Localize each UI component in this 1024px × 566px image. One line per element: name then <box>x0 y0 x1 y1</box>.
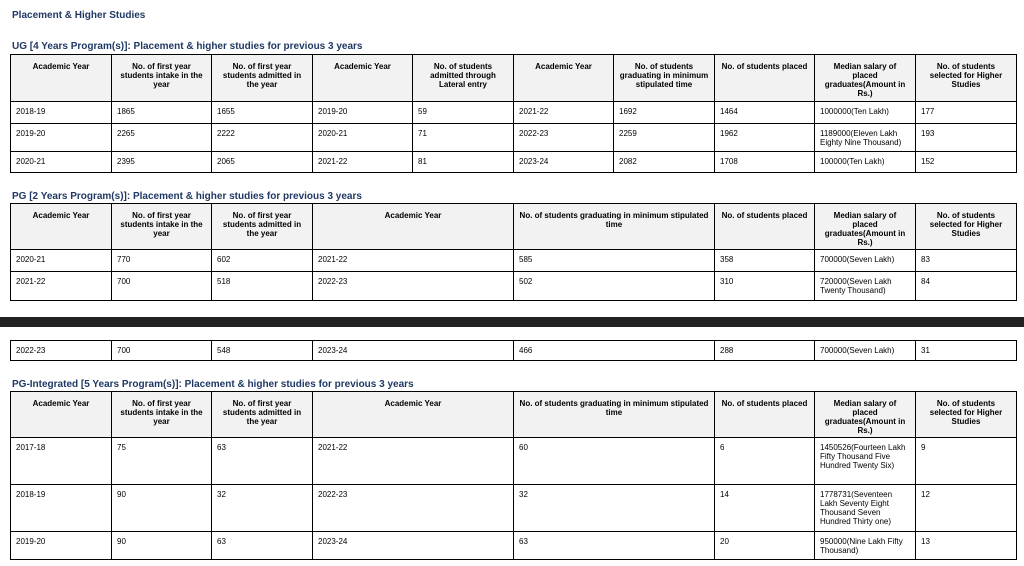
table-cell: 1865 <box>112 102 212 124</box>
table-header: No. of students placed <box>715 392 815 438</box>
table-cell: 2017-18 <box>11 438 112 485</box>
table-header: Median salary of placed graduates(Amount in Rs.) <box>815 55 916 102</box>
table-cell: 2018-19 <box>11 485 112 532</box>
table-cell: 700000(Seven Lakh) <box>815 250 916 272</box>
table-cell: 2082 <box>614 152 715 173</box>
pg-table-continued <box>10 340 1017 361</box>
table-cell: 1778731(Seventeen Lakh Seventy Eight Thousand Seven Hundred Thirty one) <box>815 485 916 532</box>
table-cell: 700000(Seven Lakh) <box>815 341 916 361</box>
table-cell: 310 <box>715 272 815 301</box>
table-cell: 81 <box>413 152 514 173</box>
table-cell: 2021-22 <box>313 250 514 272</box>
table-row <box>11 102 1017 124</box>
table-cell: 1655 <box>212 102 313 124</box>
table-cell: 12 <box>916 485 1017 532</box>
table-header: No. of first year students admitted in the year <box>212 204 313 250</box>
ug-section-title: UG [4 Years Program(s)]: Placement & higher studies for previous 3 years <box>12 41 363 52</box>
table-cell: 75 <box>112 438 212 485</box>
table-cell: 31 <box>916 341 1017 361</box>
table-cell: 32 <box>514 485 715 532</box>
table-cell: 59 <box>413 102 514 124</box>
table-cell: 2023-24 <box>313 341 514 361</box>
table-cell: 63 <box>212 438 313 485</box>
table-cell: 6 <box>715 438 815 485</box>
table-cell: 466 <box>514 341 715 361</box>
table-header: No. of students selected for Higher Studies <box>916 55 1017 102</box>
table-row <box>11 532 1017 560</box>
table-cell: 2019-20 <box>11 124 112 152</box>
table-row <box>11 124 1017 152</box>
table-cell: 2018-19 <box>11 102 112 124</box>
table-cell: 2222 <box>212 124 313 152</box>
table-cell: 100000(Ten Lakh) <box>815 152 916 173</box>
table-cell: 63 <box>212 532 313 560</box>
table-cell: 2395 <box>112 152 212 173</box>
table-cell: 2065 <box>212 152 313 173</box>
table-cell: 13 <box>916 532 1017 560</box>
table-cell: 2020-21 <box>313 124 413 152</box>
table-header: No. of students graduating in minimum stipulated time <box>614 55 715 102</box>
pg-integrated-section-title: PG-Integrated [5 Years Program(s)]: Placement & higher studies for previous 3 years <box>12 379 414 390</box>
table-cell: 1000000(Ten Lakh) <box>815 102 916 124</box>
table-header: Academic Year <box>11 392 112 438</box>
table-cell: 2259 <box>614 124 715 152</box>
table-cell: 700 <box>112 272 212 301</box>
table-cell: 84 <box>916 272 1017 301</box>
table-cell: 2019-20 <box>313 102 413 124</box>
table-header: No. of students placed <box>715 55 815 102</box>
table-row <box>11 485 1017 532</box>
table-cell: 2020-21 <box>11 250 112 272</box>
table-cell: 90 <box>112 532 212 560</box>
table-cell: 1450526(Fourteen Lakh Fifty Thousand Five Hundred Twenty Six) <box>815 438 916 485</box>
table-header: No. of first year students admitted in the year <box>212 392 313 438</box>
table-cell: 585 <box>514 250 715 272</box>
table-cell: 2021-22 <box>11 272 112 301</box>
ug-table <box>10 54 1017 173</box>
table-cell: 2022-23 <box>11 341 112 361</box>
table-row <box>11 152 1017 173</box>
pg-section-title: PG [2 Years Program(s)]: Placement & higher studies for previous 3 years <box>12 191 362 202</box>
table-header: No. of students graduating in minimum stipulated time <box>514 392 715 438</box>
table-header: Academic Year <box>313 55 413 102</box>
table-cell: 1464 <box>715 102 815 124</box>
table-cell: 358 <box>715 250 815 272</box>
table-cell: 83 <box>916 250 1017 272</box>
table-cell: 288 <box>715 341 815 361</box>
table-header: No. of students selected for Higher Studies <box>916 392 1017 438</box>
table-header: Academic Year <box>11 55 112 102</box>
table-header: No. of first year students intake in the year <box>112 204 212 250</box>
table-row <box>11 250 1017 272</box>
table-header: Median salary of placed graduates(Amount in Rs.) <box>815 204 916 250</box>
table-header: No. of students placed <box>715 204 815 250</box>
pg-integrated-table <box>10 391 1017 560</box>
table-cell: 2020-21 <box>11 152 112 173</box>
table-cell: 60 <box>514 438 715 485</box>
table-cell: 502 <box>514 272 715 301</box>
table-cell: 90 <box>112 485 212 532</box>
table-header: No. of students selected for Higher Studies <box>916 204 1017 250</box>
table-row <box>11 341 1017 361</box>
table-row <box>11 438 1017 485</box>
table-cell: 1708 <box>715 152 815 173</box>
table-cell: 2021-22 <box>313 438 514 485</box>
table-cell: 770 <box>112 250 212 272</box>
table-cell: 720000(Seven Lakh Twenty Thousand) <box>815 272 916 301</box>
table-header: No. of students admitted through Lateral entry <box>413 55 514 102</box>
table-cell: 177 <box>916 102 1017 124</box>
table-header: No. of first year students admitted in the year <box>212 55 313 102</box>
table-cell: 2019-20 <box>11 532 112 560</box>
table-cell: 193 <box>916 124 1017 152</box>
page-title: Placement & Higher Studies <box>12 10 146 21</box>
table-header: Academic Year <box>313 392 514 438</box>
table-cell: 32 <box>212 485 313 532</box>
table-header: Academic Year <box>514 55 614 102</box>
table-cell: 700 <box>112 341 212 361</box>
table-row <box>11 272 1017 301</box>
table-cell: 2022-23 <box>313 272 514 301</box>
table-cell: 2021-22 <box>313 152 413 173</box>
table-cell: 2022-23 <box>514 124 614 152</box>
table-cell: 71 <box>413 124 514 152</box>
table-header: Academic Year <box>313 204 514 250</box>
table-cell: 152 <box>916 152 1017 173</box>
table-header: No. of students graduating in minimum stipulated time <box>514 204 715 250</box>
table-cell: 2023-24 <box>313 532 514 560</box>
table-cell: 2021-22 <box>514 102 614 124</box>
table-header: Academic Year <box>11 204 112 250</box>
table-cell: 2265 <box>112 124 212 152</box>
table-cell: 950000(Nine Lakh Fifty Thousand) <box>815 532 916 560</box>
table-cell: 1189000(Eleven Lakh Eighty Nine Thousand) <box>815 124 916 152</box>
table-cell: 1962 <box>715 124 815 152</box>
table-cell: 1692 <box>614 102 715 124</box>
table-cell: 2023-24 <box>514 152 614 173</box>
pg-table <box>10 203 1017 301</box>
table-cell: 9 <box>916 438 1017 485</box>
table-cell: 518 <box>212 272 313 301</box>
table-header: No. of first year students intake in the year <box>112 55 212 102</box>
table-cell: 14 <box>715 485 815 532</box>
table-cell: 602 <box>212 250 313 272</box>
table-cell: 20 <box>715 532 815 560</box>
table-header: No. of first year students intake in the year <box>112 392 212 438</box>
table-cell: 2022-23 <box>313 485 514 532</box>
page-break-divider <box>0 317 1024 327</box>
table-cell: 548 <box>212 341 313 361</box>
table-header: Median salary of placed graduates(Amount in Rs.) <box>815 392 916 438</box>
table-cell: 63 <box>514 532 715 560</box>
